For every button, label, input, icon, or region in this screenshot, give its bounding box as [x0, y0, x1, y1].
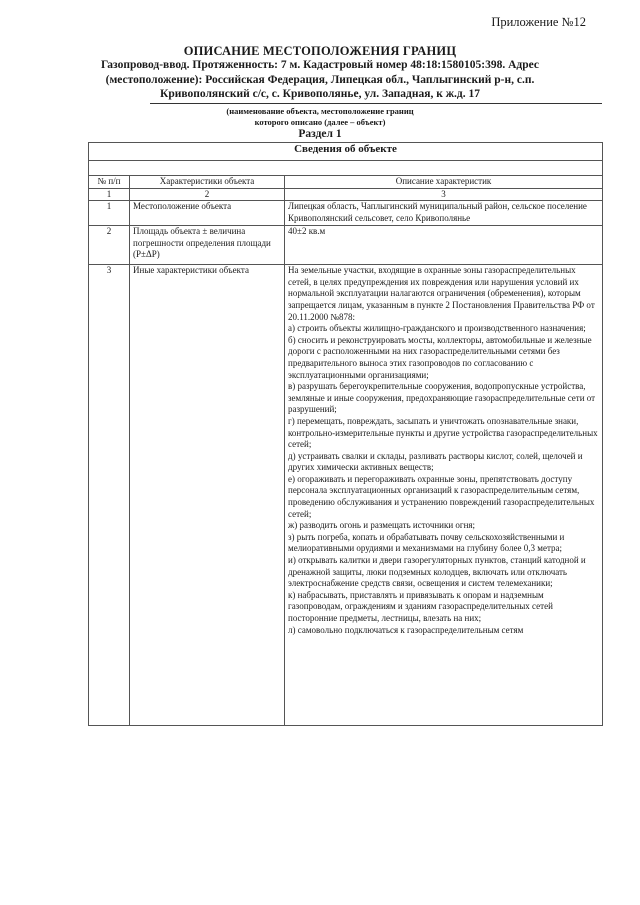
section-title: Раздел 1	[298, 128, 342, 140]
column-header-number: № п/п	[89, 176, 130, 189]
row-characteristic: Местоположение объекта	[130, 201, 285, 226]
underline-divider	[150, 103, 602, 104]
appendix-label: Приложение №12	[491, 15, 586, 29]
row-number: 2	[89, 226, 130, 265]
column-number-2: 2	[130, 188, 285, 201]
caption-line-1: (наименование объекта, местоположение границ	[226, 106, 414, 116]
caption-line-2: которого описано (далее – объект)	[254, 116, 386, 127]
table-row	[89, 201, 603, 226]
row-description: На земельные участки, входящие в охранные зоны газораспределительных сетей, в целях предупреждения их повреждения или нарушения условий их нормальной эксплуатации налагаются ограничения (обременения), которым запрещается лицам, указанным в пункте 2 Постановления Правительства РФ от 20.11.2000 №878: а) строить объекты жилищно-гражданского и производственного назначения; б) сносить и реконструировать мосты, коллекторы, автомобильные и железные дороги с расположенными на них газораспределительными сетями без предварительного выноса этих газопроводов по согласованию с эксплуатационными организациями; в) разрушать берегоукрепительные сооружения, водопропускные устройства, земляные и иные сооружения, предохраняющие газораспределительные сети от разрушений; г) перемещать, повреждать, засыпать и уничтожать опознавательные знаки, контрольно-измерительные пункты и другие устройства газораспределительных сетей; д) устраивать свалки и склады, разливать растворы кислот, солей, щелочей и других химически активных веществ; е) огораживать и перегораживать охранные зоны, препятствовать доступу персонала эксплуатационных организаций к газораспределительным сетям, проведению обслуживания и устранению повреждений газораспределительных сетей; ж) разводить огонь и размещать источники огня; з) рыть погреба, копать и обрабатывать почву сельскохозяйственными и мелиоративными орудиями и механизмами на глубину более 0,3 метра; и) открывать калитки и двери газорегуляторных пунктов, станций катодной и дренажной защиты, люки подземных колодцев, включать или отключать электроснабжение средств связи, освещения и систем телемеханики; к) набрасывать, приставлять и привязывать к опорам и надземным газопроводам, ограждениям и зданиям газораспределительных сетей посторонние предметы, лестницы, влезать на них; л) самовольно подключаться к газораспределительным сетям	[285, 265, 603, 726]
object-description: Газопровод-ввод. Протяженность: 7 м. Кадастровый номер 48:18:1580105:398. Адрес (местоположение): Российская Федерация, Липецкая обл., Чаплыгинский р-н, с.п. Кривополянский с/с, с. Кривополянье, ул. Западная, к ж.д. 17	[101, 59, 539, 100]
column-header-characteristic: Характеристики объекта	[130, 176, 285, 189]
table-spacer-row	[89, 161, 603, 176]
row-number: 3	[89, 265, 130, 726]
column-number-1: 1	[89, 188, 130, 201]
table-row	[89, 265, 603, 726]
column-number-3: 3	[285, 188, 603, 201]
document-title: ОПИСАНИЕ МЕСТОПОЛОЖЕНИЯ ГРАНИЦ	[183, 44, 457, 58]
row-description: Липецкая область, Чаплыгинский муниципальный район, сельское поселение Кривополянский сельсовет, село Кривополянье	[285, 201, 603, 226]
row-characteristic: Иные характеристики объекта	[130, 265, 285, 726]
table-row	[89, 226, 603, 265]
caption	[0, 106, 640, 127]
row-characteristic: Площадь объекта ± величина погрешности определения площади (Р±ΔР)	[130, 226, 285, 265]
table-header: Сведения об объекте	[89, 143, 603, 161]
object-info-table	[88, 142, 603, 726]
column-header-description: Описание характеристик	[285, 176, 603, 189]
row-description: 40±2 кв.м	[285, 226, 603, 265]
row-number: 1	[89, 201, 130, 226]
